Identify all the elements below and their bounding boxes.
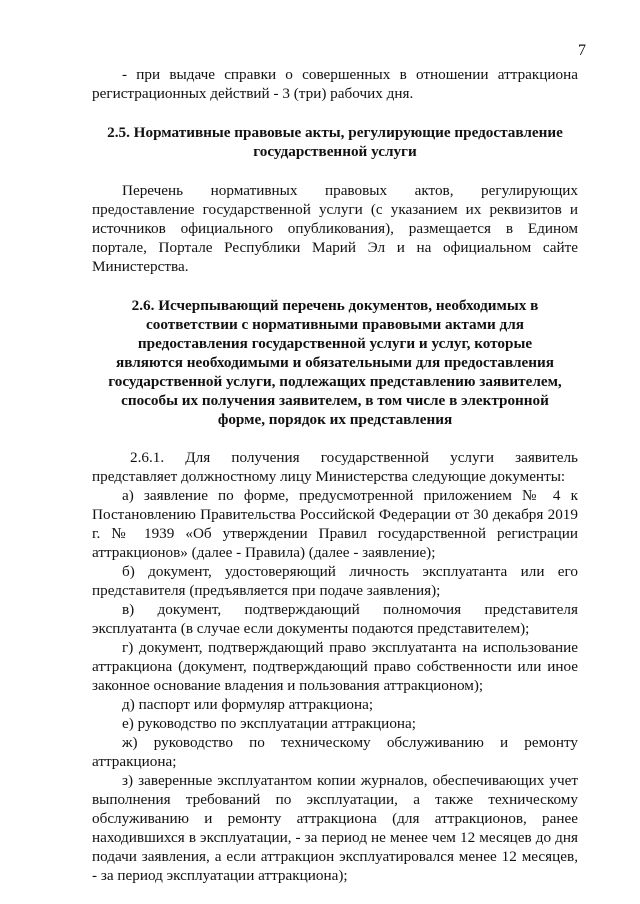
document-body xyxy=(92,65,578,885)
list-item-v: в) документ, подтверждающий полномочия представителя эксплуатанта (в случае если документы подаются представителем); xyxy=(92,601,578,637)
list-item-b: б) документ, удостоверяющий личность эксплуатанта или его представителя (предъявляется при подаче заявления); xyxy=(92,563,578,599)
list-item-a: а) заявление по форме, предусмотренной приложением № 4 к Постановлению Правительства Российской Федерации от 30 декабря 2019 г. № 1939 «Об утверждении Правил государственной регистрации аттракционов» (далее - Правила) (далее - заявление); xyxy=(92,487,578,561)
list-item-e: е) руководство по эксплуатации аттракциона; xyxy=(122,715,416,732)
list-item-d: д) паспорт или формуляр аттракциона; xyxy=(122,696,374,713)
section-2-5-text: Перечень нормативных правовых актов, регулирующих предоставление государственной услуги (с указанием их реквизитов и источников официального опубликования), размещается в Едином портале, Портале Республики Марий Эл и на официальном сайте Министерства. xyxy=(92,182,578,275)
paragraph-2-6-1: 2.6.1. Для получения государственной услуги заявитель представляет должностному лицу Министерства следующие документы: xyxy=(92,449,578,485)
list-item-z: з) заверенные эксплуатантом копии журналов, обеспечивающих учет выполнения требований по эксплуатации, а также техническому обслуживанию и ремонту аттракциона (для аттракционов, ранее находившихся в эксплуатации, - за период не менее чем 12 месяцев до дня подачи заявления, а если аттракцион эксплуатировался менее 12 месяцев, - за период эксплуатации аттракциона); xyxy=(92,772,578,884)
section-2-6-heading: 2.6. Исчерпывающий перечень документов, необходимых в соответствии с нормативными правовыми актами для предоставления государственной услуги и услуг, которые являются необходимыми и обязательными для предоставления государственной услуги, подлежащих представлению заявителем, способы их получения заявителем, в том числе в электронной форме, порядок их представления xyxy=(108,297,562,428)
section-2-5-heading: 2.5. Нормативные правовые акты, регулирующие предоставление государственной услуги xyxy=(107,124,563,160)
page-number: 7 xyxy=(578,42,586,59)
intro-paragraph: - при выдаче справки о совершенных в отношении аттракциона регистрационных действий - 3 (три) рабочих дня. xyxy=(92,66,578,102)
list-item-zh: ж) руководство по техническому обслуживанию и ремонту аттракциона; xyxy=(92,734,578,770)
list-item-g: г) документ, подтверждающий право эксплуатанта на использование аттракциона (документ, подтверждающий право собственности или иное законное основание владения и пользования аттракционом); xyxy=(92,639,578,694)
